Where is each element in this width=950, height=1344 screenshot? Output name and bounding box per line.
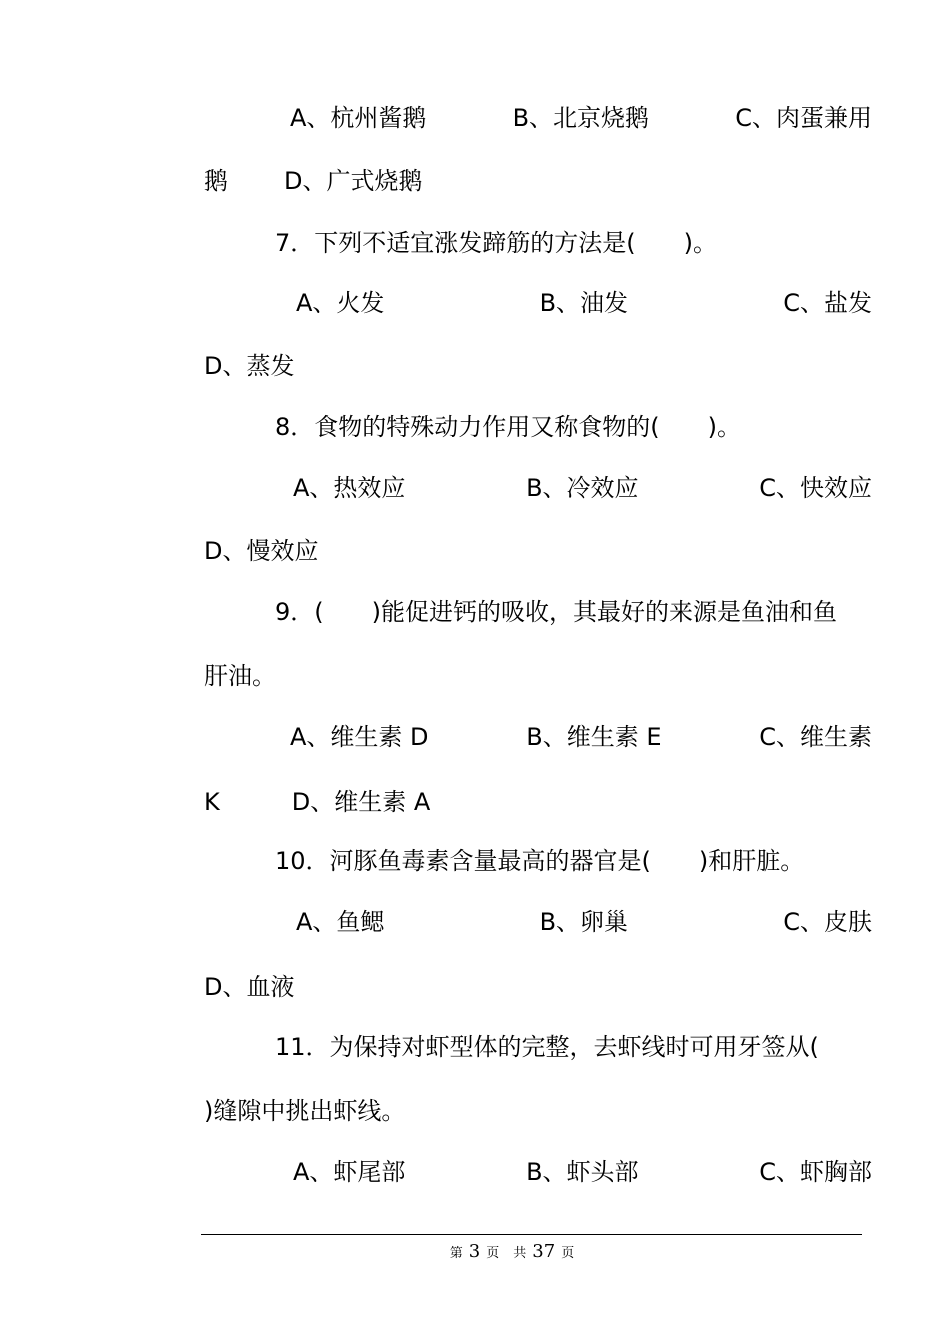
options-line-q10 (296, 904, 872, 940)
options-line-q8 (293, 470, 872, 506)
question-8: 8．食物的特殊动力作用又称食物的( )。 (275, 413, 741, 441)
option-a: A、杭州酱鹅 (290, 104, 427, 132)
option-a: A、热效应 (293, 474, 406, 502)
footer-prefix: 第 (449, 1246, 463, 1261)
option-c: C、盐发 (783, 289, 872, 317)
option-b: B、维生素 E (526, 723, 662, 751)
option-a: A、火发 (296, 289, 385, 317)
option-d: D、广式烧鹅 (284, 167, 423, 195)
page-footer (0, 1240, 950, 1266)
option-b: B、卵巢 (539, 908, 629, 936)
footer-divider (201, 1234, 862, 1235)
total-page-number: 37 (532, 1241, 556, 1262)
footer-total-word: 共 (513, 1246, 527, 1261)
option-b: B、冷效应 (526, 474, 639, 502)
continuation-line-q6 (204, 163, 872, 199)
options-line-q11 (293, 1154, 872, 1190)
footer-suffix: 页 (561, 1246, 575, 1261)
option-a: A、维生素 D (290, 723, 429, 751)
continuation-text: K (204, 788, 220, 816)
option-c: C、肉蛋兼用 (735, 104, 872, 132)
continuation-line-q9: 肝油。 (204, 662, 276, 690)
options-line-q6 (290, 100, 872, 136)
option-d-line-q8: D、慢效应 (204, 537, 319, 565)
continuation-line-q9-d (204, 784, 872, 820)
option-b: B、虾头部 (526, 1158, 639, 1186)
options-line-q7 (296, 285, 872, 321)
option-d: D、维生素 A (291, 788, 431, 816)
option-a: A、虾尾部 (293, 1158, 406, 1186)
question-9: 9．( )能促进钙的吸收，其最好的来源是鱼油和鱼 (275, 598, 837, 626)
option-a: A、鱼鳃 (296, 908, 385, 936)
option-d-line-q7: D、蒸发 (204, 352, 295, 380)
option-c: C、皮肤 (783, 908, 872, 936)
footer-page-word: 页 (486, 1246, 500, 1261)
option-c: C、维生素 (759, 723, 872, 751)
option-b: B、北京烧鹅 (512, 104, 650, 132)
option-d-line-q10: D、血液 (204, 973, 295, 1001)
options-line-q9 (290, 719, 872, 755)
continuation-text: 鹅 (204, 167, 228, 195)
option-c: C、虾胸部 (759, 1158, 872, 1186)
current-page-number: 3 (468, 1241, 481, 1262)
option-b: B、油发 (539, 289, 629, 317)
question-10: 10．河豚鱼毒素含量最高的器官是( )和肝脏。 (275, 847, 805, 875)
continuation-line-q11: )缝隙中挑出虾线。 (204, 1097, 406, 1125)
option-c: C、快效应 (759, 474, 872, 502)
question-11: 11．为保持对虾型体的完整，去虾线时可用牙签从( (275, 1033, 819, 1061)
question-7: 7．下列不适宜涨发蹄筋的方法是( )。 (275, 229, 717, 257)
